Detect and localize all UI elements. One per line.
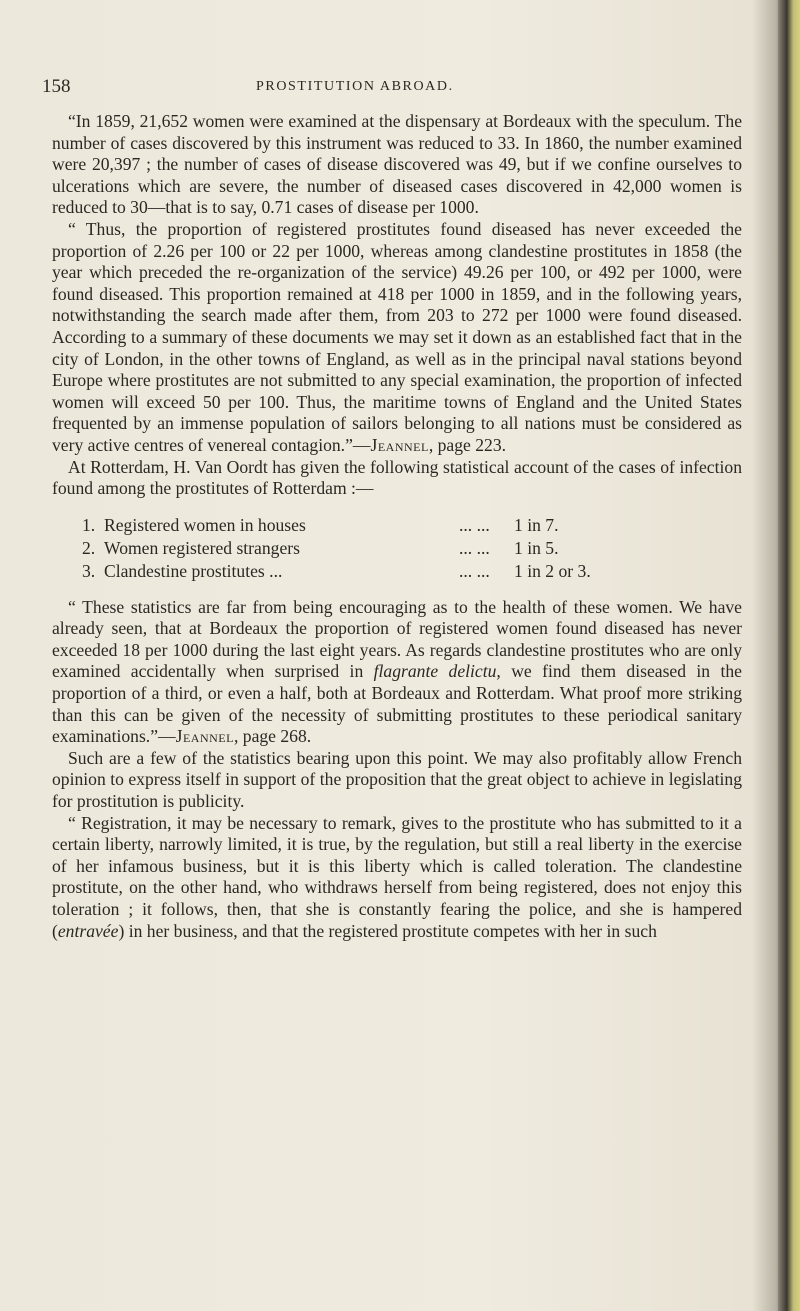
- running-title: PROSTITUTION ABROAD.: [256, 79, 454, 94]
- citation-author: Jeannel: [370, 434, 429, 455]
- page-binding-edge: [778, 0, 800, 1311]
- paragraph-french-opinion: Such are a few of the statistics bearing upon this point. We may also profitably allow French opinion to express itself in support of the proposition that the great object to achieve in legislating for prostitution is publicity.: [52, 747, 742, 812]
- page-header: [0, 76, 800, 100]
- list-value: 1 in 2 or 3.: [514, 560, 591, 581]
- leader-dots: ... ...: [459, 514, 490, 535]
- leader-dots: ... ...: [459, 560, 490, 581]
- italic-word: entravée: [57, 920, 119, 941]
- italic-phrase: flagrante delictu,: [373, 661, 501, 682]
- page-body: [52, 111, 742, 942]
- paragraph-registration: [52, 813, 742, 943]
- list-label: Clandestine prostitutes ...: [104, 560, 283, 581]
- paragraph-text: “ These statistics are far from being encouraging as to the health of these women. We have already seen, that at Bordeaux the proportion of registered women found diseased has never exceeded 18 per 1000 during the last eight years. As regards clandestine prostitutes who are only examined accidentally when surprised in: [52, 596, 742, 682]
- citation-page: , page 268.: [233, 726, 312, 747]
- list-item: [82, 514, 642, 537]
- paragraph-text: “ Registration, it may be necessary to remark, gives to the prostitute who has submitted to it a certain liberty, narrowly limited, it is true, by the regulation, but still a real liberty in the exercise of her infamous business, but it is this liberty which is called toleration. The clandestine prostitute, on the other hand, who withdraws herself from being registered, does not enjoy this toleration ; it follows, then, that she is constantly fearing the police, and she is hampered (: [52, 812, 742, 941]
- list-item: [82, 560, 642, 583]
- paragraph-text: we find them diseased in the proportion of a third, or even a half, both at Bordeaux and Rotterdam. What proof more striking than this can be given of the necessity of submitting prostitutes to these periodical sanitary examinations.”—: [52, 661, 742, 747]
- citation-page: , page 223.: [428, 434, 507, 455]
- page-number: 158: [42, 76, 71, 97]
- list-number: 1.: [82, 514, 96, 535]
- list-item: [82, 537, 642, 560]
- paragraph-text: “ Thus, the proportion of registered prostitutes found diseased has never exceeded the proportion of 2.26 per 100 or 22 per 1000, whereas among clandestine prostitutes in 1858 (the year which preceded the re-organization of the service) 49.26 per 100, or 492 per 1000, were found diseased. This proportion remained at 418 per 1000 in 1859, and in the following years, notwithstanding the search made after them, from 203 to 272 per 1000 were found diseased. According to a summary of these documents we may set it down as an established fact that in the city of London, in the other towns of England, as well as in the principal naval stations beyond Europe where prostitutes are not submitted to any special examination, the proportion of infected women will exceed 50 per 100. Thus, the maritime towns of England and the United States frequented by an immense population of sailors belonging to all nations must be considered as very active centres of venereal contagion.”—: [52, 218, 742, 455]
- paragraph-statistics-discussion: [52, 597, 742, 748]
- citation-author: Jeannel: [175, 726, 234, 747]
- list-label: Women registered strangers: [104, 537, 300, 558]
- paragraph-proportion-diseased: [52, 219, 742, 457]
- list-value: 1 in 7.: [514, 514, 559, 535]
- leader-dots: ... ...: [459, 537, 490, 558]
- list-label: Registered women in houses: [104, 514, 306, 535]
- list-number: 2.: [82, 537, 96, 558]
- paragraph-rotterdam-intro: At Rotterdam, H. Van Oordt has given the following statistical account of the cases of infection found among the prostitutes of Rotterdam :—: [52, 456, 742, 499]
- list-value: 1 in 5.: [514, 537, 559, 558]
- paragraph-text: ) in her business, and that the registered prostitute competes with her in such: [118, 920, 657, 941]
- paragraph-bordeaux-examinations: “In 1859, 21,652 women were examined at the dispensary at Bordeaux with the speculum. The number of cases discovered by this instrument was reduced to 33. In 1860, the number examined were 20,397 ; the number of cases of disease discovered was 49, but if we confine ourselves to ulcerations which are severe, the number of diseased cases discovered in 42,000 women is reduced to 30—that is to say, 0.71 cases of disease per 1000.: [52, 111, 742, 218]
- list-number: 3.: [82, 560, 96, 581]
- rotterdam-statistics-list: [82, 514, 642, 583]
